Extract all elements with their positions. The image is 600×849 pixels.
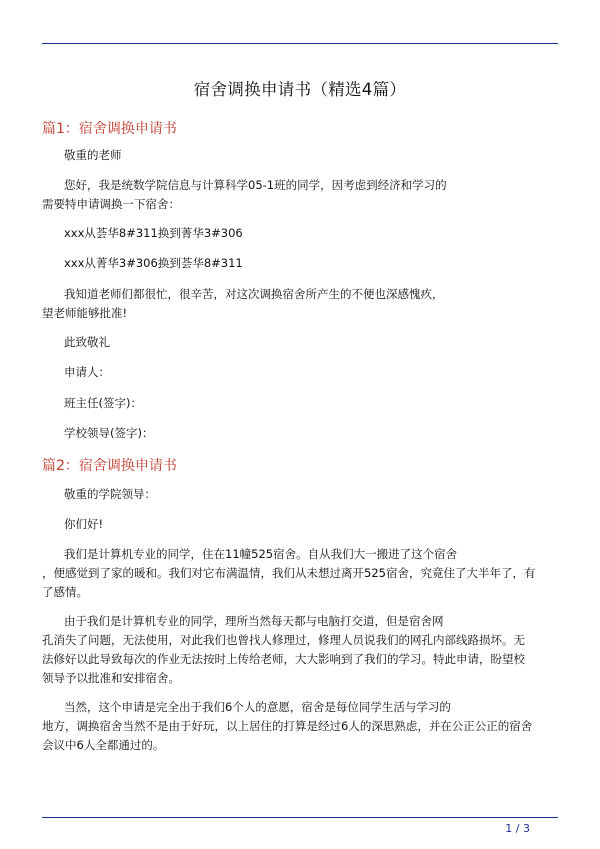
paragraph-network-issue — [42, 612, 558, 688]
paragraph-line: 我知道老师们都很忙，很辛苦，对这次调换宿舍所产生的不便也深感愧疚， — [64, 287, 444, 301]
paragraph-apology-1 — [42, 285, 558, 323]
paragraph-line: 领导予以批准和安排宿舍。 — [42, 671, 180, 685]
head-teacher-label: 班主任(签字)： — [64, 396, 142, 410]
closing-1 — [42, 333, 558, 352]
paragraph-line: 我们是计算机专业的同学，住在11幢525宿舍。自从我们大一搬进了这个宿舍 — [64, 547, 458, 561]
paragraph-consensus — [42, 698, 558, 755]
paragraph-line: 地方，调换宿舍当然不是由于好玩，以上居住的打算是经过6人的深思熟虑，并在公正公正的宿舍 — [42, 719, 533, 733]
paragraph-line: 望老师能够批准! — [42, 306, 128, 320]
school-leader-line — [42, 424, 558, 443]
swap-item-2 — [42, 254, 558, 273]
paragraph-line: 由于我们是计算机专业的同学，理所当然每天都与电脑打交道，但是宿舍网 — [64, 614, 444, 628]
salutation-text: 敬重的学院领导： — [64, 487, 156, 501]
paragraph-line: 需要特申请调换一下宿舍： — [42, 197, 180, 211]
paragraph-line: 当然，这个申请是完全出于我们6个人的意愿，宿舍是每位同学生活与学习的 — [64, 700, 451, 714]
paragraph-line: 法修好以此导致每次的作业无法按时上传给老师，大大影响到了我们的学习。特此申请，盼望校 — [42, 652, 525, 666]
swap-text: xxx从荟华8#311换到菁华3#306 — [64, 226, 243, 240]
swap-text: xxx从菁华3#306换到荟华8#311 — [64, 256, 243, 270]
greeting-text: 你们好! — [64, 517, 104, 531]
salutation-1 — [42, 146, 558, 165]
paragraph-intro-1 — [42, 176, 558, 214]
paragraph-dorm-intro — [42, 545, 558, 602]
section-heading-1: 篇1：宿舍调换申请书 — [42, 121, 177, 137]
applicant-line — [42, 363, 558, 382]
paragraph-line: 会议中6人全都通过的。 — [42, 738, 165, 752]
salutation-text: 敬重的老师 — [64, 148, 122, 162]
greeting-2 — [42, 515, 558, 534]
salutation-2 — [42, 485, 558, 504]
page-number: 1 / 3 — [505, 822, 530, 835]
page-title: 宿舍调换申请书（精选4篇） — [193, 80, 407, 99]
swap-item-1 — [42, 224, 558, 243]
school-leader-label: 学校领导(签字)： — [64, 426, 154, 440]
paragraph-line: 了感情。 — [42, 585, 88, 599]
applicant-label: 申请人： — [64, 365, 110, 379]
section-heading-2: 篇2：宿舍调换申请书 — [42, 458, 177, 474]
head-teacher-line — [42, 394, 558, 413]
closing-text: 此致敬礼 — [64, 335, 110, 349]
footer-rule — [42, 817, 558, 818]
paragraph-line: 孔消失了问题，无法使用，对此我们也曾找人修理过，修理人员说我们的网孔内部线路损坏。无 — [42, 633, 525, 647]
paragraph-line: ，便感觉到了家的暖和。我们对它布满温情，我们从未想过离开525宿舍，究竟住了大半年了，有 — [42, 566, 536, 580]
header-rule — [42, 43, 558, 44]
paragraph-line: 您好，我是统数学院信息与计算科学05-1班的同学，因考虑到经济和学习的 — [64, 178, 447, 192]
